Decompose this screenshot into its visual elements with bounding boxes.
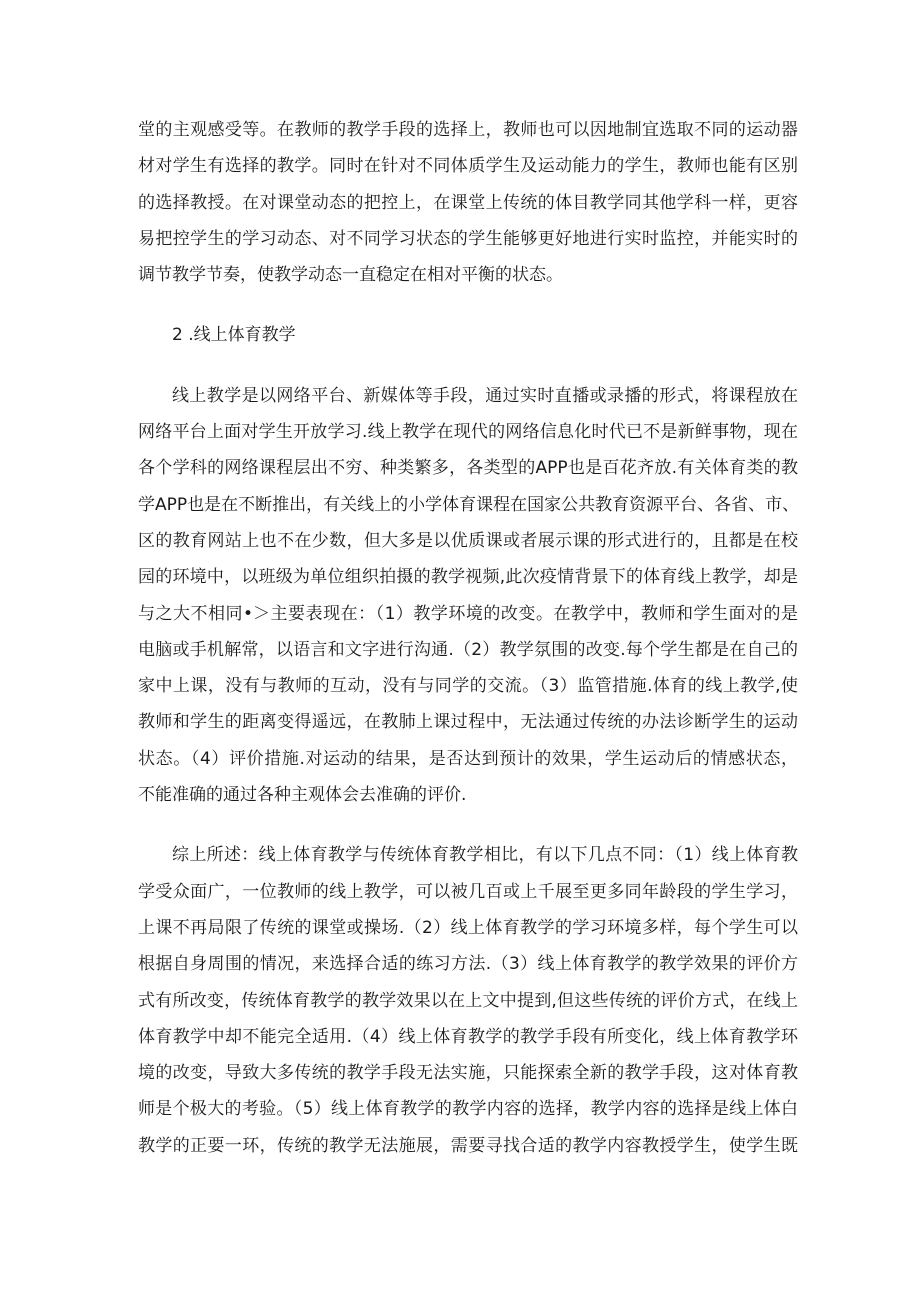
text-line: 学受众面广，一位教师的线上教学，可以被几百或上千展至更多同年龄段的学生学习， bbox=[138, 881, 798, 902]
text-line: 材对学生有选择的教学。同时在针对不同体质学生及运动能力的学生，教师也能有区别 bbox=[138, 156, 798, 177]
paragraph-online-teaching bbox=[138, 378, 798, 814]
text-line: 家中上课，没有与教师的互动，没有与同学的交流。（3）监管措施.体育的线上教学,使 bbox=[138, 676, 798, 697]
text-line: 电脑或手机解常，以语言和文字进行沟通.（2）教学氛围的改变.每个学生都是在自己的 bbox=[138, 639, 798, 660]
text-line: 的选择教授。在对课堂动态的把控上，在课堂上传统的体目教学同其他学科一样，更容 bbox=[138, 192, 798, 213]
section-heading: 2 .线上体育教学 bbox=[172, 325, 296, 346]
text-line: 与之大不相同•＞主要表现在：（1）教学环境的改变。在教学中，教师和学生面对的是 bbox=[138, 603, 798, 624]
text-line: 状态。（4）评价措施.对运动的结果，是否达到预计的效果，学生运动后的情感状态， bbox=[138, 748, 798, 769]
text-line: 区的教育网站上也不在少数，但大多是以优质课或者展示课的形式进行的，且都是在校 bbox=[138, 530, 798, 551]
text-line: 园的环境中，以班级为单位组织拍摄的教学视频,此次疫情背景下的体育线上教学，却是 bbox=[138, 567, 798, 588]
text-line: 式有所改变，传统体育教学的教学效果以在上文中提到,但这些传统的评价方式，在线上 bbox=[138, 990, 798, 1011]
text-line: 学APP也是在不断推出，有关线上的小学体育课程在国家公共教育资源平台、各省、市、 bbox=[138, 494, 800, 515]
document-body bbox=[138, 112, 798, 1188]
text-line: 上课不再局限了传统的课堂或操场.（2）线上体育教学的学习环境多样，每个学生可以 bbox=[138, 917, 798, 938]
text-line: 易把控学生的学习动态、对不同学习状态的学生能够更好地进行实时监控，并能实时的 bbox=[138, 228, 798, 249]
text-line: 综上所述：线上体育教学与传统体育教学相比，有以下几点不同：（1）线上体育教 bbox=[172, 845, 798, 866]
text-line: 堂的主观感受等。在教师的教学手段的选择上，教师也可以因地制宜选取不同的运动器 bbox=[138, 120, 798, 140]
paragraph-classroom-control bbox=[138, 112, 798, 293]
text-line: 教师和学生的距离变得遥远，在教肺上课过程中，无法通过传统的办法诊断学生的运动 bbox=[138, 712, 798, 733]
text-line: 调节教学节奏，使教学动态一直稳定在相对平衡的状态。 bbox=[138, 265, 563, 286]
text-line: 根据自身周围的情况，来选择合适的练习方法.（3）线上体育教学的教学效果的评价方 bbox=[138, 954, 798, 975]
text-line: 教学的正要一环，传统的教学无法施展，需要寻找合适的教学内容教授学生，使学生既 bbox=[138, 1135, 798, 1156]
text-line: 体育教学中却不能完全适用.（4）线上体育教学的教学手段有所变化，线上体育教学环 bbox=[138, 1026, 798, 1047]
text-line: 网络平台上面对学生开放学习.线上教学在现代的网络信息化时代已不是新鲜事物，现在 bbox=[138, 422, 798, 443]
text-line: 境的改变，导致大多传统的教学手段无法实施，只能探索全新的教学手段，这对体育教 bbox=[138, 1063, 798, 1084]
text-line: 师是个极大的考验。（5）线上体育教学的教学内容的选择，教学内容的选择是线上体白 bbox=[138, 1099, 798, 1120]
paragraph-summary bbox=[138, 837, 798, 1164]
text-line: 不能准确的通过各种主观体会去准确的评价. bbox=[138, 785, 467, 806]
text-line: 各个学科的网络课程层出不穷、种类繁多，各类型的APP也是百花齐放.有关体育类的教 bbox=[138, 458, 798, 479]
text-line: 线上教学是以网络平台、新媒体等手段，通过实时直播或录播的形式，将课程放在 bbox=[172, 385, 798, 406]
